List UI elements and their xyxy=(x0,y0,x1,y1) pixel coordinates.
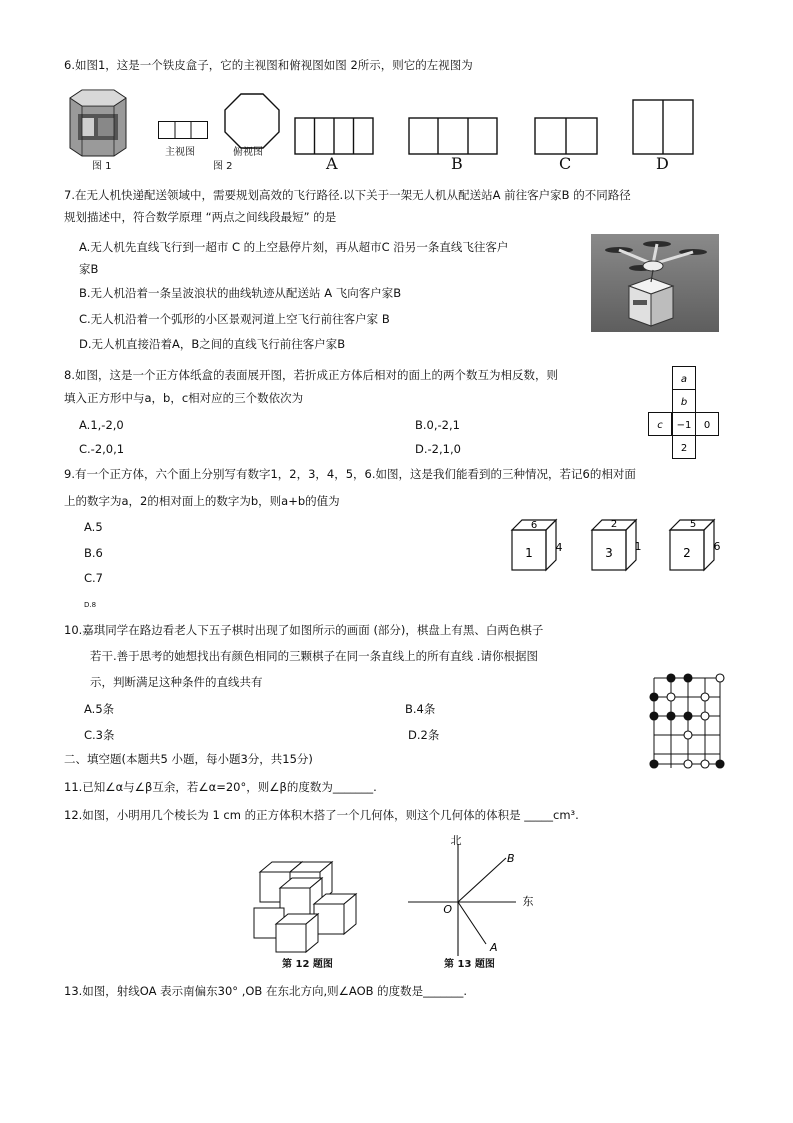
option-a-label: A xyxy=(326,154,338,173)
q9-option-b: B.6 xyxy=(84,546,103,560)
q7-option-a-2: 家B xyxy=(79,262,99,276)
q9-option-d: D.8 xyxy=(84,601,97,609)
option-b-figure xyxy=(408,117,498,155)
option-c-label: C xyxy=(559,154,572,173)
cube3-side: 6 xyxy=(713,540,721,553)
net-two: 2 xyxy=(680,443,688,454)
q8-option-d: D.-2,1,0 xyxy=(415,442,461,456)
net-a: a xyxy=(680,374,688,385)
cube2-top: 2 xyxy=(610,519,618,530)
q10-option-c: C.3条 xyxy=(84,728,115,742)
net-minus-one: −1 xyxy=(676,420,692,431)
q6-stem: 6.如图1，这是一个铁皮盒子，它的主视图和俯视图如图 2所示，则它的左视图为 xyxy=(64,58,473,72)
q8-option-b: B.0,-2,1 xyxy=(415,418,460,432)
q7-option-a-1: A.无人机先直线飞行到一超市 C 的上空悬停片刻，再从超市C 沿另一条直线飞往客户 xyxy=(79,240,509,254)
cube3-top: 5 xyxy=(689,519,697,530)
fig2-label: 图 2 xyxy=(213,161,233,172)
north-label: 北 xyxy=(450,834,462,847)
top-view-figure xyxy=(224,93,280,149)
q8-stem-1: 8.如图，这是一个正方体纸盒的表面展开图，若折成正方体后相对的面上的两个数互为相反数，则 xyxy=(64,368,558,382)
q10-option-a: A.5条 xyxy=(84,702,115,716)
q9-option-c: C.7 xyxy=(84,571,104,585)
q13-text: 13.如图，射线OA 表示南偏东30° ,OB 在东北方向,则∠AOB 的度数是_______. xyxy=(64,984,468,998)
point-b-label: B xyxy=(507,852,515,865)
q9-option-a: A.5 xyxy=(84,520,103,534)
cube-net-figure xyxy=(648,366,720,460)
cube1-top: 6 xyxy=(530,520,538,531)
option-d-figure xyxy=(632,99,694,155)
net-zero: 0 xyxy=(703,420,711,431)
q7-option-c: C.无人机沿着一个弧形的小区景观河道上空飞行前往客户家 B xyxy=(79,312,390,326)
fig1-label: 图 1 xyxy=(92,161,112,172)
q10-stem-1: 10.嘉琪同学在路边看老人下五子棋时出现了如图所示的画面 (部分)，棋盘上有黑、白两色棋子 xyxy=(64,623,544,637)
point-o-label: O xyxy=(443,903,452,916)
q7-option-d: D.无人机直接沿着A，B之间的直线飞行前往客户家B xyxy=(79,337,346,351)
q11-text: 11.已知∠α与∠β互余，若∠α=20°，则∠β的度数为_______. xyxy=(64,780,377,794)
q7-stem-2: 规划描述中，符合数学原理 “两点之间线段最短” 的是 xyxy=(64,210,337,224)
front-view-figure xyxy=(158,121,208,139)
drone-photo xyxy=(591,234,719,332)
q10-stem-2: 若干.善于思考的她想找出有颜色相同的三颗棋子在同一条直线上的所有直线 .请你根据图 xyxy=(90,649,538,663)
dice-figure xyxy=(510,516,725,576)
q8-option-a: A.1,-2,0 xyxy=(79,418,124,432)
q10-option-b: B.4条 xyxy=(405,702,436,716)
q7-stem-1: 7.在无人机快递配送领域中，需要规划高效的飞行路径.以下关于一架无人机从配送站A 前往客户家B 的不同路径 xyxy=(64,188,631,202)
option-c-figure xyxy=(534,117,598,155)
q10-stem-3: 示，判断满足这种条件的直线共有 xyxy=(90,675,263,689)
fig12-cubes xyxy=(250,858,362,954)
q9-stem-2: 上的数字为a，2的相对面上的数字为b，则a+b的值为 xyxy=(64,494,340,508)
point-a-label: A xyxy=(490,941,498,954)
tin-box-photo xyxy=(64,88,132,158)
gomoku-board-figure xyxy=(648,672,726,772)
cube1-side: 4 xyxy=(555,541,563,554)
fig13-caption: 第 13 题图 xyxy=(444,959,495,970)
top-view-label: 俯视图 xyxy=(233,147,263,158)
net-b: b xyxy=(680,397,688,408)
q9-stem-1: 9.有一个正方体，六个面上分别写有数字1，2，3，4，5，6.如图，这是我们能看到的三种情况，若记6的相对面 xyxy=(64,467,636,481)
q8-option-c: C.-2,0,1 xyxy=(79,442,125,456)
q12-text: 12.如图，小明用几个棱长为 1 cm 的正方体积木搭了一个几何体，则这个几何体的体积是 _____cm³. xyxy=(64,808,579,822)
cube3-front: 2 xyxy=(683,546,691,560)
q8-stem-2: 填入正方形中与a，b，c相对应的三个数依次为 xyxy=(64,391,304,405)
cube1-front: 1 xyxy=(525,546,533,560)
fig13-compass xyxy=(404,832,544,956)
option-d-label: D xyxy=(656,154,669,173)
cube2-side: 1 xyxy=(634,540,642,553)
fig12-caption: 第 12 题图 xyxy=(282,959,333,970)
front-view-label: 主视图 xyxy=(165,147,195,158)
option-a-figure xyxy=(294,117,374,155)
net-c: c xyxy=(657,420,663,431)
q7-option-b: B.无人机沿着一条呈波浪状的曲线轨迹从配送站 A 飞向客户家B xyxy=(79,286,402,300)
option-b-label: B xyxy=(451,154,463,173)
cube2-front: 3 xyxy=(605,546,613,560)
section-2-heading: 二、填空题(本题共5 小题，每小题3分，共15分) xyxy=(64,752,313,766)
q10-option-d: D.2条 xyxy=(408,728,440,742)
east-label: 东 xyxy=(522,895,534,908)
